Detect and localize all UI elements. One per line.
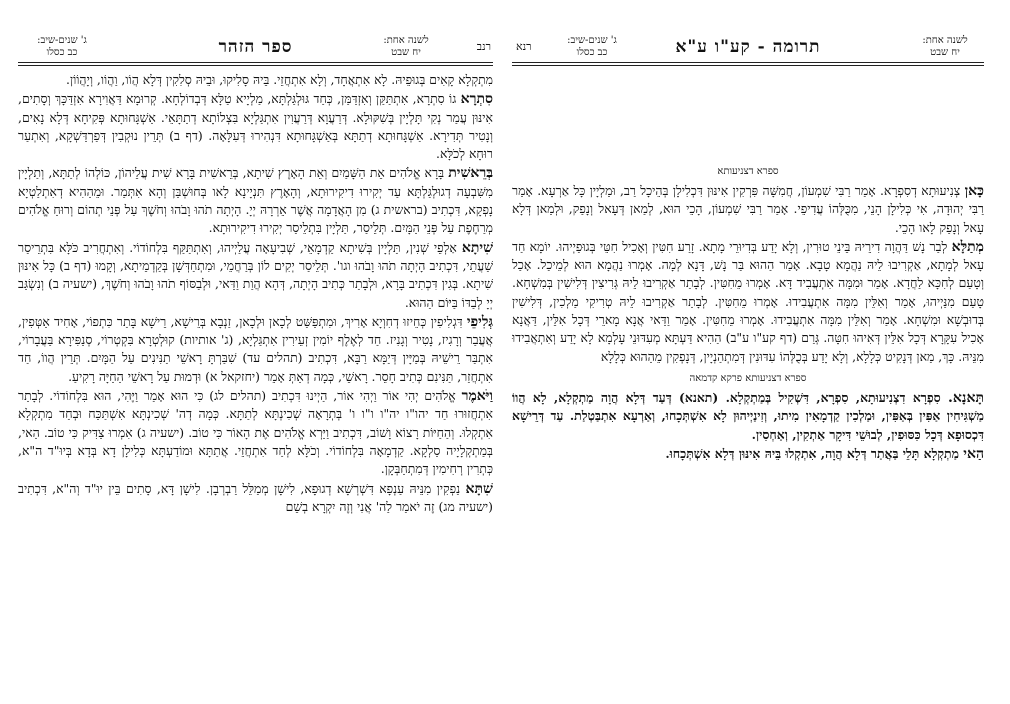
page-header <box>512 32 984 63</box>
page-number: רנב <box>476 40 491 53</box>
paragraph: סִתְרָא גוֹ סִתְרָא, אִתְתַּקַּן וְאִזְדַּמַּן, כְּחַד גּוּלְגַּלְתָּא, מַלְיָיא טַלָּא דְּבְדוֹלְחָא. קְרוּמָא דַּאֲוִירָא אִזְדַּכָּךְ וְסָתִים, אִינּוּן עֲמַר נְקִי תָּלְיָין בְּשִׁקּוּלָא. דְּרַעֲוָא דְּרַעֲוִין אִתְגַּלְיָא בִּצְלוֹתָא דְתַתָּאֵי. אַשְׁגָּחוּתָא פְּקִיחָא דְּלָא נָאִים, וְנָטִיר תְּדִירָא. אַשְׁגָּחוּתָא דְתַתָּא בְּאַשְׁגָּחוּתָא דִּנְהִירוּ דְּעִלָּאָה. (דף ב) תְּרֵין נוּקְבִין דְּפַרְדַּשְׁקָא, וְאִתְעַר רוּחָא לְכֹלָּא. <box>18 91 493 162</box>
paragraph: וַיֹּאמֶר אֱלֹהִים יְהִי אוֹר וַיְהִי אוֹר, הַיְינוּ דִּכְתִיב (תהלים לג) כִּי הוּא אָמַר וַיֶּהִי, הוּא בִּלְחוֹדוֹי. לְבָתַר אִתְחֲזוּרוּ חַד יהו"ו יה"ו ו"ו ו' בְּתְרָאָה שְׁכִינְתָּא לְתַתָּא. כְּמָה דְה' שְׁכִינְתָּא אִשְׁתַּכַּח וּבְחַד מִתְקְלָא אִתְקְלוּ. וְהַחַיּוֹת רָצוֹא וָשׁוֹב, דִּכְתִיב וַיַּרְא אֱלֹהִים אֶת הָאוֹר כִּי טוֹב. (ישעיה ג) אִמְרוּ צַדִּיק כִּי טוֹב. הַאי, בְּמַתְקְלָיָיה סַלְקָא. קַדְמָאָה בִּלְחוֹדוֹי. וְכֹלָּא לְחַד אִתְחֲזֵי. אֲתַתָּא וּמוֹדַעְתָּא כְּלִילָן דָא בְּדָא בְּיוּ"ד ה"א, כְּתְרִין רְחִימִין דְּמִתְחַבְּקָן. <box>18 388 493 477</box>
page-number: רנא <box>516 40 532 53</box>
header-rule <box>18 62 493 66</box>
daily-study-box: לשנה אחת: יח שבט <box>922 35 968 58</box>
paragraph: מִתְקְלָא קָאִים בְּגוּפֵיהּ. לָא אִתְאֲחָד, וְלָא אִתְחֲזֵי. בֵּיהּ סָלִיקוּ, וּבֵיהּ סְלִקִין דְּלָא הֲוֹו, וַהֲוֹו, וְיָהֲוֹוֹן. <box>66 72 493 87</box>
paragraph: הַאי מַתְקְלָא תָּלֵי בַּאֲתַר דְּלָא הֲוָה, אִתְקְלוּ בֵּיהּ אִינּוּן דְּלָא אִשְׁתְּכָחוּ. <box>665 445 984 462</box>
header-rule <box>512 62 984 66</box>
paragraph: תָּאנָא. סִפְרָא דִצְנִיעוּתָא, סִפְרָא, דִּשְׁקִיל בְּמַתְקְלָא. (תאנא) דְּעַד דְּלָא הֲוָה מַתְקְלָא, לָא הֲווֹ מַשְׁגִּיחִין אַפִּין בְּאַפִּין, וּמַלְכִין קַדְמָאִין מִיתוּ, וְזִינַיְיהוּן לָא אִשְׁתְּכָחוּ, וְאַרְעָא אִתְבַּטְלַת. עַד דְּרֵישָׁא דִּכְסוּפָא דְּכָל כִּסּוּפִין, לְבוּשֵׁי דִּיקָר אַתְקִין, וְאַחְסִין. <box>512 389 984 442</box>
daily-study-box: לשנה אחת: יח שבט <box>383 35 429 58</box>
book-title: ספר הזהר <box>218 37 293 57</box>
paragraph: שִׁתָּא נַפְקִין מִנֵּיהּ עַנְפָא דִּשְׁרְשָׁא דְגוּפָא, לִישָׁן מְמַלֵּל רַבְרְבָן. לִישָׁן דָּא, סָתִים בֵּין יוּ"ד וְה"א, דִּכְתִיב (ישעיה מג) זֶה יֹאמַר לַה' אֲנִי וְזֶה יִקְרָא בְשֵׁם <box>18 480 493 514</box>
section-title: ספרא דצניעותא פרקא קדמאה <box>689 372 807 384</box>
paragraph: שִׁיתָא אַלְפֵי שְׁנִין, תַּלְיָין בְּשִׁיתָא קַדְמָאֵי, שְׁבִיעָאָה עֲלַיְיהוּ, וְאִתְתַּקַּף בִּלְחוֹדוֹי. וְאִתְחֲרִיב כֹּלָּא בִּתְרֵיסַר שַׁעֲתֵי, דִּכְתִיב הָיְתָה תֹהוּ וָבֹהוּ וגו'. תְּלֵיסַר יְקִים לוֹן בְּרַחֲמֵי, וּמִתְחַדְּשָׁן בְּקַדְמֵיתָא, וְקָמוּ (דף ב) כָּל אִינּוּן שִׁיתָא. בְּגִין דִּכְתִיב בָּרָא, וּלְבָתַר כְּתִיב הָיְתָה, דְּהָא הֲוַת וַדַּאי, וּלְבַסּוֹף תֹהוּ וָבֹהוּ וְחֹשֶׁךְ, (ישעיה ב) וְנִשְׂגַּב יְיָ לְבַדּוֹ בַּיּוֹם הַהוּא. <box>18 239 493 310</box>
cycle-study-box: ג' שנים-שיב: כב כסלו <box>37 35 87 58</box>
page-body <box>18 63 493 516</box>
cycle-study-box: ג' שנים-שיב: כב כסלו <box>567 35 617 58</box>
section-title: ספרא דצניעותא <box>717 166 779 177</box>
paragraph: בְּרֵאשִׁית בָּרָא אֱלֹהִים אֵת הַשָּׁמַיִם וְאֵת הָאָרֶץ שִׁיתָא, בְּרֵאשִׁית בָּרָא שִׁית עֲלֵיהוֹן, כּוֹלְהוֹ לְתַתָּא, וְתַלְיָין מִשִּׁבְעָה דְגוּלְגַּלְתָּא עַד יְקִירוּ דִיקִירוּתָא, וְהָאָרֶץ תִּנְיָינָא לָאו בְּחוּשְׁבַּן וְהָא אִתְּמַר. וּמֵהַהִיא דְאִתְלַטְיָא נָפְקָא, דִּכְתִיב (בראשית ג) מִן הָאֲדָמָה אֲשֶׁר אֵרְרָהּ יְיָ. הָיְתָה תֹהוּ וָבֹהוּ וְחֹשֶׁךְ עַל פְּנֵי תְהוֹם וְרוּחַ אֱלֹהִים מְרַחֶפֶת עַל פְּנֵי הַמָּיִם. תְּלֵיסַר, תַּלְיָין בִּתְלֵיסַר יְקִירוּ דִיקִירוּתָא. <box>18 165 493 236</box>
book-page-251 <box>512 32 984 692</box>
paragraph: גְּלִיפֵי דִּגְלִיפִין כְּחֵיזוּ דְחִוְיָא אָרִיךְ, וּמִתְפַּשַּׁט לְכָאן וּלְכָאן, זַנְבָא בְּרֵישָׁא, רֵישָׁא בָּתַר כִּתְפוֹי, אָחִיד אַטְּפִין, אֲעֲבַר וְרָגִיז, נָטִיר וְגָנִיז. חַד לְאֶלֶף יוֹמִין זְעֵירִין אִתְגַּלְיָא, (ג' אותיות) קוּלְטְרָא בִּקְטְרוֹי, סְנַפִּירָא בַּעֲבָרוֹי, אִתְבַּר רֵישֵׁיהּ בְּמַיָּין דְּיַמָּא רַבָּא, דִּכְתִיב (תהלים עד) שִׁבַּרְתָּ רָאשֵׁי תַנִּינִים עַל הַמָּיִם. תְּרֵין הֲווֹ, חַד אִתְחֲזַר, תַּנִּינִם כְּתִיב חָסֵר. רָאשֵׁי, כְּמָה דְאַתְּ אָמֵר (יחזקאל א) וּדְמוּת עַל רָאשֵׁי הַחַיָּה רָקִיעַ. <box>18 313 493 384</box>
page-header <box>18 32 493 63</box>
portion-title: תרומה - קע"ו ע"א <box>675 37 821 57</box>
paragraph: כָּאן צְנִיעוּתָא דְסִפְרָא. אָמַר רַבִּי שִׁמְעוֹן, חֲמִשָּׁה פִּרְקִין אִינּוּן דִּכְלִילָן בְּהֵיכָל רַב, וּמַלְיָין כָּל אַרְעָא. אָמַר רַבִּי יְהוּדָה, אִי כְּלִילָן הָנֵי, מִכֻּלְּהוֹ עֲדִיפֵי. אָמַר רַבִּי שִׁמְעוֹן, הָכֵי הוּא, לְמַאן דְּעָאל וְנָפַק, וּלְמַאן דְּלָא עָאל וְנָפַק לָאו הָכֵי. <box>512 183 984 235</box>
paragraph: מְתַלָּא לְבַר נָשׁ דַּהֲוָה דִירֵיהּ בֵּינֵי טוּרִין, וְלָא יָדַע בְּדִיוּרֵי מָתָא. זָרַע חִטִּין וְאָכִיל חִטֵּי בְּגוּפַיְיהוּ. יוֹמָא חַד עָאל לְמָתָא, אַקְרִיבוּ לֵיהּ נַהֲמָא טָבָא. אָמַר הַהוּא בַּר נָשׁ, דָּנָא לְמָה. אָמְרוּ נַהֲמָא הוּא לְמֵיכַל. אָכַל וְטָעַם לְחִכָּא לַחֲדָא. אָמַר וּמִמָּה אִתְעֲבִיד דָּא. אָמְרוּ מֵחִטִּין. לְבָתַר אַקְרִיבוּ לֵיהּ גְּרִיצִין דְּלִישִׁין בְּמִשְׁחָא. טָעַם מִנַּיְיהוּ, אָמַר וְאִלֵּין מִמָּה אִתְעֲבִידוּ. אָמְרוּ מֵחִטִּין. לְבָתַר אַקְרִיבוּ לֵיהּ טְרִיקִי מַלְכִין, דְּלִישִׁין בְּדוּבְשָׁא וּמִשְׁחָא. אָמַר וְאִלֵּין מִמָּה אִתְעֲבִידוּ. אָמְרוּ מֵחִטִּין. אָמַר וַדַּאי אֲנָא מָארֵי דְּכָל אִלֵּין, דַּאֲנָא אָכִיל עִקָּרָא דְּכָל אִלֵּין דְּאִיהוּ חִטָּה. גְּרַם (דף קע"ו ע"ב) הַהִיא דַּעְתָּא מְעִדּוּנֵי עָלְמָא לָא יָדַע וְאִתְאֲבִידוּ מִנֵּיהּ. כָּךְ, מַאן דְּנָקִיט כְּלָלָא, וְלָא יָדַע בְּכֻלְּהוֹ עִדּוּנִין דְּמִתְהַנְיָין, דְּנָפְקִין מֵהַהוּא כְּלָלָא <box>512 238 984 364</box>
page-body <box>512 63 984 463</box>
book-page-252 <box>18 32 493 692</box>
